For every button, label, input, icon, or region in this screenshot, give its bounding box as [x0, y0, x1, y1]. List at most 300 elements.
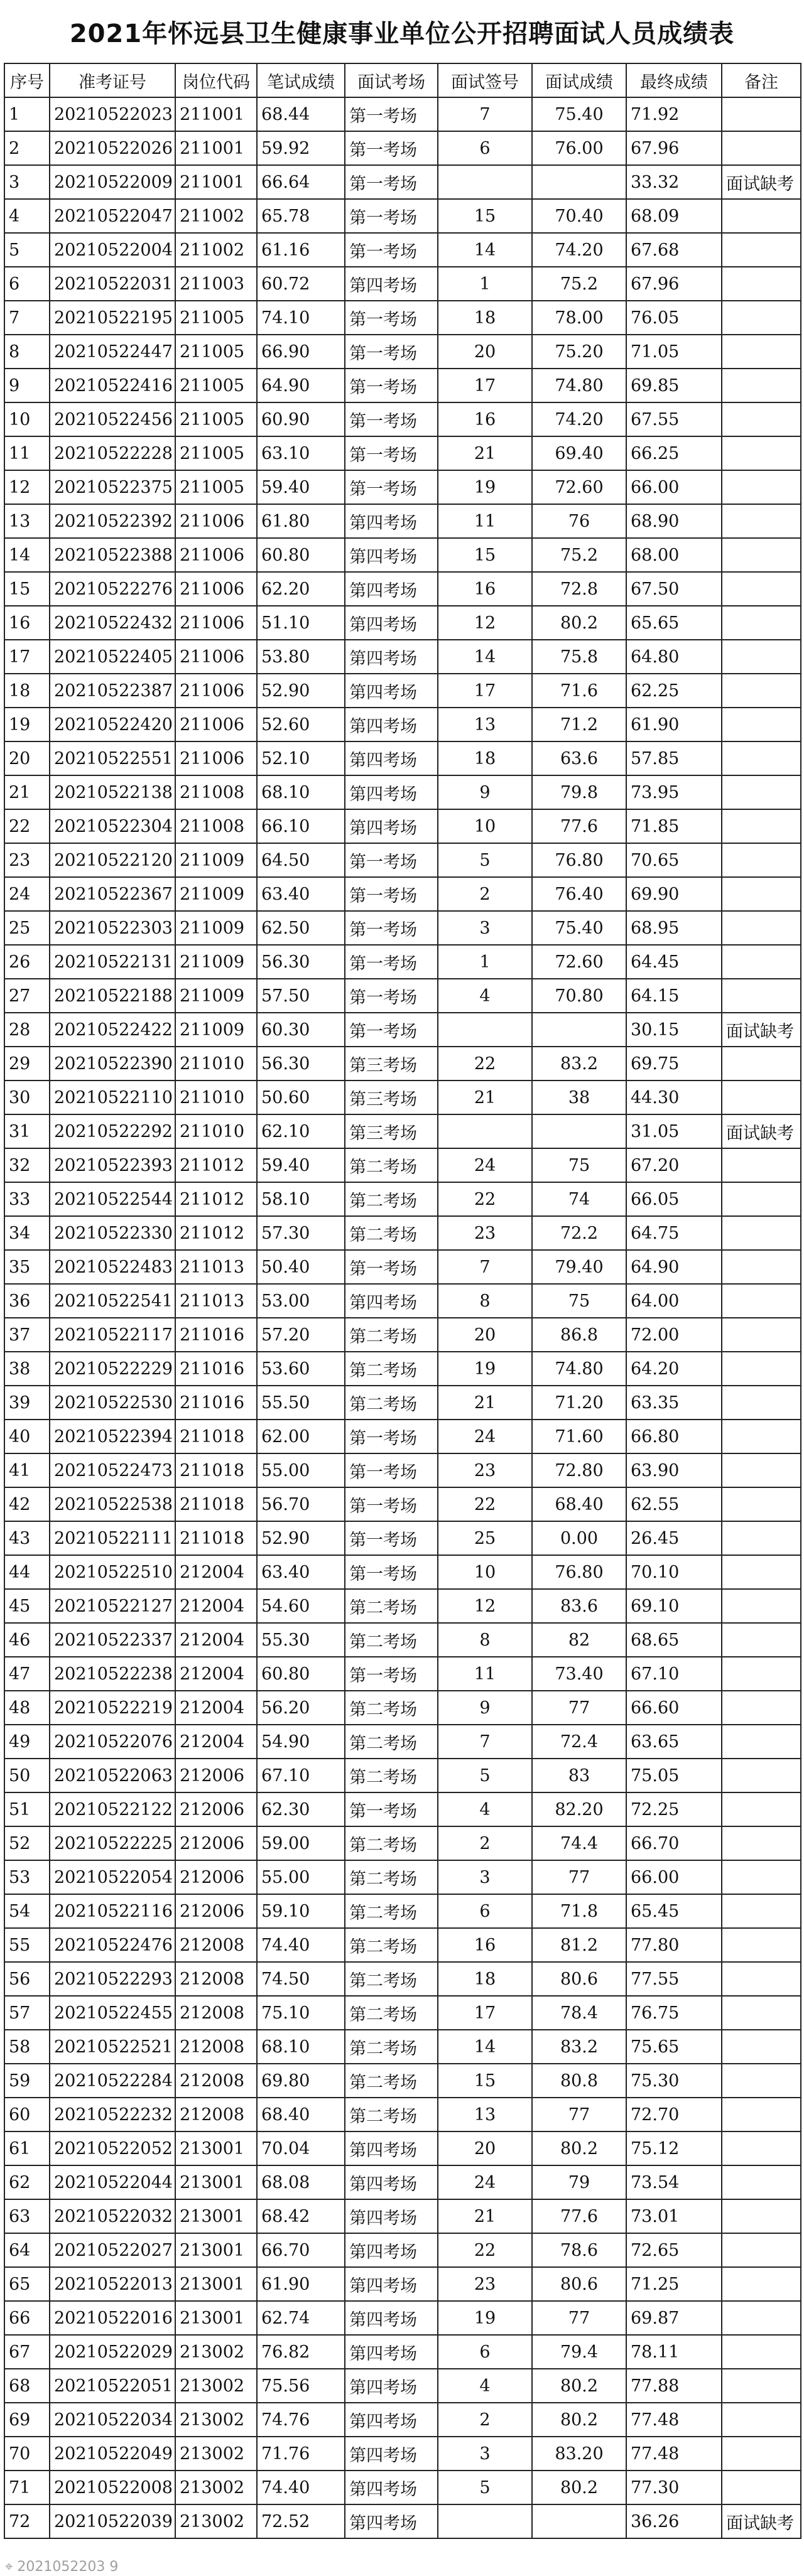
cell-interview-room: 第一考场 [345, 1453, 438, 1487]
cell-interview-score: 83 [532, 1759, 626, 1792]
cell-seq: 3 [4, 165, 50, 199]
cell-exam-id: 20210522530 [50, 1386, 175, 1420]
cell-final-score: 72.25 [626, 1792, 722, 1826]
cell-interview-room: 第二考场 [345, 1962, 438, 1996]
cell-position-code: 211002 [175, 199, 257, 233]
cell-interview-score: 71.2 [532, 708, 626, 741]
cell-remarks [722, 131, 801, 165]
table-row [4, 131, 801, 165]
cell-remarks [722, 1148, 801, 1182]
cell-position-code: 212008 [175, 1996, 257, 2030]
cell-final-score: 77.88 [626, 2369, 722, 2403]
cell-interview-number: 22 [438, 1047, 532, 1081]
cell-interview-number: 13 [438, 2098, 532, 2131]
cell-remarks [722, 708, 801, 741]
cell-interview-room: 第四考场 [345, 2504, 438, 2538]
cell-position-code: 211010 [175, 1081, 257, 1114]
cell-interview-number: 11 [438, 1657, 532, 1691]
cell-exam-id: 20210522447 [50, 335, 175, 369]
watermark-text: ⌖ 2021052203 9 [5, 2559, 119, 2575]
header-interview-room: 面试考场 [345, 63, 438, 97]
cell-final-score: 26.45 [626, 1521, 722, 1555]
cell-interview-number: 2 [438, 877, 532, 911]
table-row [4, 369, 801, 402]
table-row [4, 640, 801, 674]
cell-interview-score: 76.80 [532, 843, 626, 877]
cell-written-score: 72.52 [257, 2504, 345, 2538]
cell-seq: 60 [4, 2098, 50, 2131]
cell-position-code: 213001 [175, 2165, 257, 2199]
cell-remarks [722, 436, 801, 470]
cell-interview-number: 24 [438, 2165, 532, 2199]
cell-position-code: 211018 [175, 1521, 257, 1555]
cell-final-score: 75.12 [626, 2131, 722, 2165]
table-row [4, 1555, 801, 1589]
cell-interview-score: 79 [532, 2165, 626, 2199]
cell-position-code: 211010 [175, 1114, 257, 1148]
cell-interview-score: 72.8 [532, 572, 626, 606]
cell-position-code: 212004 [175, 1691, 257, 1725]
cell-written-score: 62.30 [257, 1792, 345, 1826]
cell-interview-room: 第三考场 [345, 1081, 438, 1114]
cell-interview-number: 15 [438, 2064, 532, 2098]
cell-final-score: 64.45 [626, 945, 722, 979]
cell-final-score: 68.65 [626, 1623, 722, 1657]
cell-position-code: 213002 [175, 2437, 257, 2471]
cell-interview-room: 第一考场 [345, 1487, 438, 1521]
cell-written-score: 56.20 [257, 1691, 345, 1725]
cell-interview-room: 第四考场 [345, 674, 438, 708]
cell-interview-number: 21 [438, 1081, 532, 1114]
cell-interview-score: 72.60 [532, 470, 626, 504]
cell-interview-room: 第四考场 [345, 741, 438, 775]
cell-remarks [722, 267, 801, 301]
cell-remarks [722, 199, 801, 233]
cell-final-score: 67.96 [626, 131, 722, 165]
cell-final-score: 31.05 [626, 1114, 722, 1148]
cell-interview-score: 80.6 [532, 2267, 626, 2301]
cell-position-code: 211006 [175, 741, 257, 775]
cell-written-score: 56.30 [257, 1047, 345, 1081]
cell-position-code: 212004 [175, 1623, 257, 1657]
cell-position-code: 212006 [175, 1860, 257, 1894]
cell-interview-number: 22 [438, 1182, 532, 1216]
cell-position-code: 212006 [175, 1894, 257, 1928]
cell-final-score: 69.85 [626, 369, 722, 402]
cell-remarks [722, 843, 801, 877]
cell-final-score: 57.85 [626, 741, 722, 775]
cell-interview-room: 第四考场 [345, 708, 438, 741]
cell-remarks [722, 1725, 801, 1759]
cell-seq: 35 [4, 1250, 50, 1284]
cell-interview-score: 80.6 [532, 1962, 626, 1996]
cell-written-score: 59.92 [257, 131, 345, 165]
cell-position-code: 211012 [175, 1216, 257, 1250]
cell-exam-id: 20210522544 [50, 1182, 175, 1216]
cell-exam-id: 20210522405 [50, 640, 175, 674]
cell-written-score: 54.60 [257, 1589, 345, 1623]
cell-position-code: 211005 [175, 369, 257, 402]
cell-remarks [722, 97, 801, 131]
cell-exam-id: 20210522456 [50, 402, 175, 436]
cell-remarks [722, 1792, 801, 1826]
cell-interview-room: 第四考场 [345, 504, 438, 538]
cell-interview-number: 3 [438, 911, 532, 945]
cell-final-score: 65.65 [626, 606, 722, 640]
cell-interview-score: 74.20 [532, 402, 626, 436]
cell-remarks [722, 1996, 801, 2030]
cell-remarks [722, 1555, 801, 1589]
table-row [4, 1182, 801, 1216]
cell-interview-score: 77 [532, 2098, 626, 2131]
cell-remarks [722, 1826, 801, 1860]
cell-seq: 7 [4, 301, 50, 335]
cell-interview-room: 第四考场 [345, 2369, 438, 2403]
cell-written-score: 63.40 [257, 877, 345, 911]
cell-exam-id: 20210522047 [50, 199, 175, 233]
cell-seq: 4 [4, 199, 50, 233]
cell-interview-score: 76.40 [532, 877, 626, 911]
cell-interview-score: 81.2 [532, 1928, 626, 1962]
cell-position-code: 213002 [175, 2403, 257, 2437]
cell-position-code: 213002 [175, 2504, 257, 2538]
cell-interview-number: 18 [438, 741, 532, 775]
cell-written-score: 68.10 [257, 775, 345, 809]
cell-position-code: 211009 [175, 911, 257, 945]
cell-final-score: 73.01 [626, 2199, 722, 2233]
cell-final-score: 30.15 [626, 1013, 722, 1047]
cell-interview-number: 1 [438, 945, 532, 979]
cell-interview-number: 15 [438, 199, 532, 233]
cell-remarks [722, 1352, 801, 1386]
cell-interview-room: 第四考场 [345, 2301, 438, 2335]
cell-interview-room: 第一考场 [345, 843, 438, 877]
cell-seq: 52 [4, 1826, 50, 1860]
cell-position-code: 213001 [175, 2301, 257, 2335]
cell-final-score: 69.10 [626, 1589, 722, 1623]
cell-written-score: 58.10 [257, 1182, 345, 1216]
cell-interview-room: 第一考场 [345, 911, 438, 945]
cell-written-score: 74.50 [257, 1962, 345, 1996]
cell-final-score: 67.10 [626, 1657, 722, 1691]
cell-remarks [722, 1521, 801, 1555]
table-row [4, 538, 801, 572]
cell-interview-room: 第二考场 [345, 1623, 438, 1657]
cell-interview-score: 76.00 [532, 131, 626, 165]
cell-seq: 32 [4, 1148, 50, 1182]
table-row [4, 1691, 801, 1725]
cell-written-score: 54.90 [257, 1725, 345, 1759]
cell-written-score: 66.90 [257, 335, 345, 369]
cell-interview-room: 第二考场 [345, 2098, 438, 2131]
cell-exam-id: 20210522304 [50, 809, 175, 843]
cell-interview-number: 1 [438, 267, 532, 301]
cell-interview-number: 22 [438, 1487, 532, 1521]
cell-interview-number: 23 [438, 2267, 532, 2301]
cell-interview-score: 75 [532, 1284, 626, 1318]
cell-seq: 69 [4, 2403, 50, 2437]
cell-position-code: 213002 [175, 2471, 257, 2504]
cell-interview-score: 70.40 [532, 199, 626, 233]
table-row [4, 1962, 801, 1996]
cell-interview-number: 19 [438, 1352, 532, 1386]
cell-exam-id: 20210522420 [50, 708, 175, 741]
cell-interview-room: 第一考场 [345, 165, 438, 199]
cell-interview-score: 76.80 [532, 1555, 626, 1589]
cell-final-score: 70.65 [626, 843, 722, 877]
cell-exam-id: 20210522032 [50, 2199, 175, 2233]
table-row [4, 2437, 801, 2471]
cell-written-score: 56.70 [257, 1487, 345, 1521]
cell-interview-room: 第一考场 [345, 1013, 438, 1047]
table-row [4, 2131, 801, 2165]
cell-final-score: 75.65 [626, 2030, 722, 2064]
cell-seq: 29 [4, 1047, 50, 1081]
cell-interview-number: 5 [438, 2471, 532, 2504]
cell-interview-score: 72.60 [532, 945, 626, 979]
cell-final-score: 66.00 [626, 470, 722, 504]
cell-position-code: 213002 [175, 2335, 257, 2369]
table-row [4, 335, 801, 369]
header-seq: 序号 [4, 63, 50, 97]
cell-interview-room: 第一考场 [345, 877, 438, 911]
cell-interview-number: 12 [438, 1589, 532, 1623]
table-row [4, 877, 801, 911]
cell-interview-number [438, 1114, 532, 1148]
cell-position-code: 211008 [175, 775, 257, 809]
cell-interview-number: 16 [438, 572, 532, 606]
cell-written-score: 66.10 [257, 809, 345, 843]
cell-interview-score: 38 [532, 1081, 626, 1114]
cell-remarks [722, 1657, 801, 1691]
cell-exam-id: 20210522117 [50, 1318, 175, 1352]
cell-final-score: 33.32 [626, 165, 722, 199]
cell-final-score: 62.55 [626, 1487, 722, 1521]
cell-interview-room: 第二考场 [345, 1318, 438, 1352]
cell-interview-room: 第四考场 [345, 572, 438, 606]
score-table [4, 63, 801, 2539]
cell-position-code: 211005 [175, 470, 257, 504]
cell-remarks [722, 674, 801, 708]
cell-interview-room: 第二考场 [345, 1352, 438, 1386]
cell-position-code: 211005 [175, 436, 257, 470]
cell-interview-room: 第一考场 [345, 1657, 438, 1691]
cell-seq: 42 [4, 1487, 50, 1521]
cell-final-score: 63.35 [626, 1386, 722, 1420]
cell-interview-room: 第一考场 [345, 1555, 438, 1589]
table-row [4, 1081, 801, 1114]
cell-exam-id: 20210522337 [50, 1623, 175, 1657]
cell-remarks [722, 2369, 801, 2403]
cell-interview-room: 第四考场 [345, 2471, 438, 2504]
cell-remarks [722, 301, 801, 335]
cell-seq: 56 [4, 1962, 50, 1996]
cell-exam-id: 20210522238 [50, 1657, 175, 1691]
cell-position-code: 211001 [175, 165, 257, 199]
cell-remarks [722, 2165, 801, 2199]
cell-interview-room: 第二考场 [345, 2030, 438, 2064]
cell-interview-score: 75.40 [532, 911, 626, 945]
cell-exam-id: 20210522127 [50, 1589, 175, 1623]
cell-final-score: 71.25 [626, 2267, 722, 2301]
table-row [4, 1013, 801, 1047]
cell-exam-id: 20210522394 [50, 1420, 175, 1453]
cell-seq: 45 [4, 1589, 50, 1623]
cell-interview-room: 第一考场 [345, 402, 438, 436]
table-row [4, 1114, 801, 1148]
header-exam-id: 准考证号 [50, 63, 175, 97]
cell-seq: 15 [4, 572, 50, 606]
cell-interview-room: 第三考场 [345, 1047, 438, 1081]
cell-interview-room: 第二考场 [345, 1996, 438, 2030]
table-row [4, 436, 801, 470]
cell-position-code: 211005 [175, 335, 257, 369]
cell-position-code: 211003 [175, 267, 257, 301]
cell-final-score: 64.00 [626, 1284, 722, 1318]
cell-position-code: 211012 [175, 1148, 257, 1182]
table-row [4, 233, 801, 267]
table-row [4, 1420, 801, 1453]
cell-final-score: 68.09 [626, 199, 722, 233]
table-row [4, 775, 801, 809]
cell-interview-number [438, 1013, 532, 1047]
cell-position-code: 212008 [175, 1962, 257, 1996]
cell-interview-room: 第一考场 [345, 131, 438, 165]
cell-interview-score: 80.2 [532, 606, 626, 640]
cell-exam-id: 20210522013 [50, 2267, 175, 2301]
cell-interview-number: 11 [438, 504, 532, 538]
cell-remarks [722, 1386, 801, 1420]
cell-remarks [722, 1589, 801, 1623]
cell-position-code: 211006 [175, 606, 257, 640]
table-row [4, 1047, 801, 1081]
cell-written-score: 55.50 [257, 1386, 345, 1420]
cell-remarks [722, 1487, 801, 1521]
cell-interview-room: 第一考场 [345, 335, 438, 369]
cell-position-code: 211009 [175, 945, 257, 979]
cell-remarks [722, 1691, 801, 1725]
cell-interview-room: 第二考场 [345, 1725, 438, 1759]
table-row [4, 2199, 801, 2233]
cell-remarks [722, 572, 801, 606]
cell-seq: 28 [4, 1013, 50, 1047]
cell-exam-id: 20210522138 [50, 775, 175, 809]
cell-exam-id: 20210522416 [50, 369, 175, 402]
cell-final-score: 77.30 [626, 2471, 722, 2504]
cell-interview-number: 17 [438, 369, 532, 402]
cell-interview-score: 68.40 [532, 1487, 626, 1521]
cell-written-score: 64.90 [257, 369, 345, 402]
cell-seq: 30 [4, 1081, 50, 1114]
cell-position-code: 211012 [175, 1182, 257, 1216]
cell-interview-number: 23 [438, 1216, 532, 1250]
cell-written-score: 62.10 [257, 1114, 345, 1148]
cell-written-score: 71.76 [257, 2437, 345, 2471]
cell-written-score: 63.10 [257, 436, 345, 470]
cell-seq: 18 [4, 674, 50, 708]
cell-interview-number: 7 [438, 1250, 532, 1284]
cell-interview-room: 第二考场 [345, 1928, 438, 1962]
cell-interview-number: 13 [438, 708, 532, 741]
cell-seq: 47 [4, 1657, 50, 1691]
table-row [4, 1996, 801, 2030]
cell-seq: 61 [4, 2131, 50, 2165]
cell-interview-score: 71.8 [532, 1894, 626, 1928]
cell-position-code: 211009 [175, 979, 257, 1013]
cell-remarks [722, 1928, 801, 1962]
cell-remarks [722, 2335, 801, 2369]
cell-written-score: 50.40 [257, 1250, 345, 1284]
cell-exam-id: 20210522276 [50, 572, 175, 606]
cell-position-code: 211006 [175, 504, 257, 538]
table-row [4, 1521, 801, 1555]
cell-seq: 12 [4, 470, 50, 504]
cell-remarks [722, 1182, 801, 1216]
cell-interview-room: 第二考场 [345, 1589, 438, 1623]
table-row [4, 843, 801, 877]
cell-interview-score: 70.80 [532, 979, 626, 1013]
cell-remarks [722, 945, 801, 979]
cell-seq: 34 [4, 1216, 50, 1250]
cell-written-score: 74.40 [257, 1928, 345, 1962]
cell-final-score: 67.96 [626, 267, 722, 301]
table-row [4, 1216, 801, 1250]
cell-interview-room: 第四考场 [345, 1284, 438, 1318]
cell-exam-id: 20210522483 [50, 1250, 175, 1284]
cell-interview-room: 第四考场 [345, 2267, 438, 2301]
cell-position-code: 213001 [175, 2267, 257, 2301]
cell-written-score: 52.90 [257, 674, 345, 708]
cell-interview-room: 第四考场 [345, 2437, 438, 2471]
cell-position-code: 212006 [175, 1759, 257, 1792]
cell-interview-score: 79.40 [532, 1250, 626, 1284]
cell-interview-score [532, 1013, 626, 1047]
cell-remarks [722, 2098, 801, 2131]
cell-written-score: 60.72 [257, 267, 345, 301]
cell-interview-room: 第二考场 [345, 1216, 438, 1250]
cell-exam-id: 20210522026 [50, 131, 175, 165]
cell-written-score: 55.00 [257, 1860, 345, 1894]
cell-position-code: 211006 [175, 572, 257, 606]
table-row [4, 1589, 801, 1623]
cell-final-score: 64.80 [626, 640, 722, 674]
cell-seq: 10 [4, 402, 50, 436]
cell-final-score: 66.70 [626, 1826, 722, 1860]
cell-interview-score: 78.4 [532, 1996, 626, 2030]
cell-remarks [722, 538, 801, 572]
cell-final-score: 66.60 [626, 1691, 722, 1725]
cell-exam-id: 20210522027 [50, 2233, 175, 2267]
cell-remarks [722, 1420, 801, 1453]
table-row [4, 2471, 801, 2504]
cell-interview-room: 第四考场 [345, 2165, 438, 2199]
cell-interview-score: 75 [532, 1148, 626, 1182]
cell-seq: 72 [4, 2504, 50, 2538]
cell-interview-score: 75.8 [532, 640, 626, 674]
cell-seq: 19 [4, 708, 50, 741]
cell-interview-score: 71.60 [532, 1420, 626, 1453]
cell-interview-room: 第二考场 [345, 1826, 438, 1860]
table-row [4, 97, 801, 131]
cell-interview-number: 20 [438, 335, 532, 369]
cell-remarks [722, 1047, 801, 1081]
cell-final-score: 73.54 [626, 2165, 722, 2199]
cell-interview-room: 第二考场 [345, 1182, 438, 1216]
cell-interview-score: 77 [532, 2301, 626, 2335]
cell-exam-id: 20210522422 [50, 1013, 175, 1047]
header-written-score: 笔试成绩 [257, 63, 345, 97]
cell-exam-id: 20210522004 [50, 233, 175, 267]
